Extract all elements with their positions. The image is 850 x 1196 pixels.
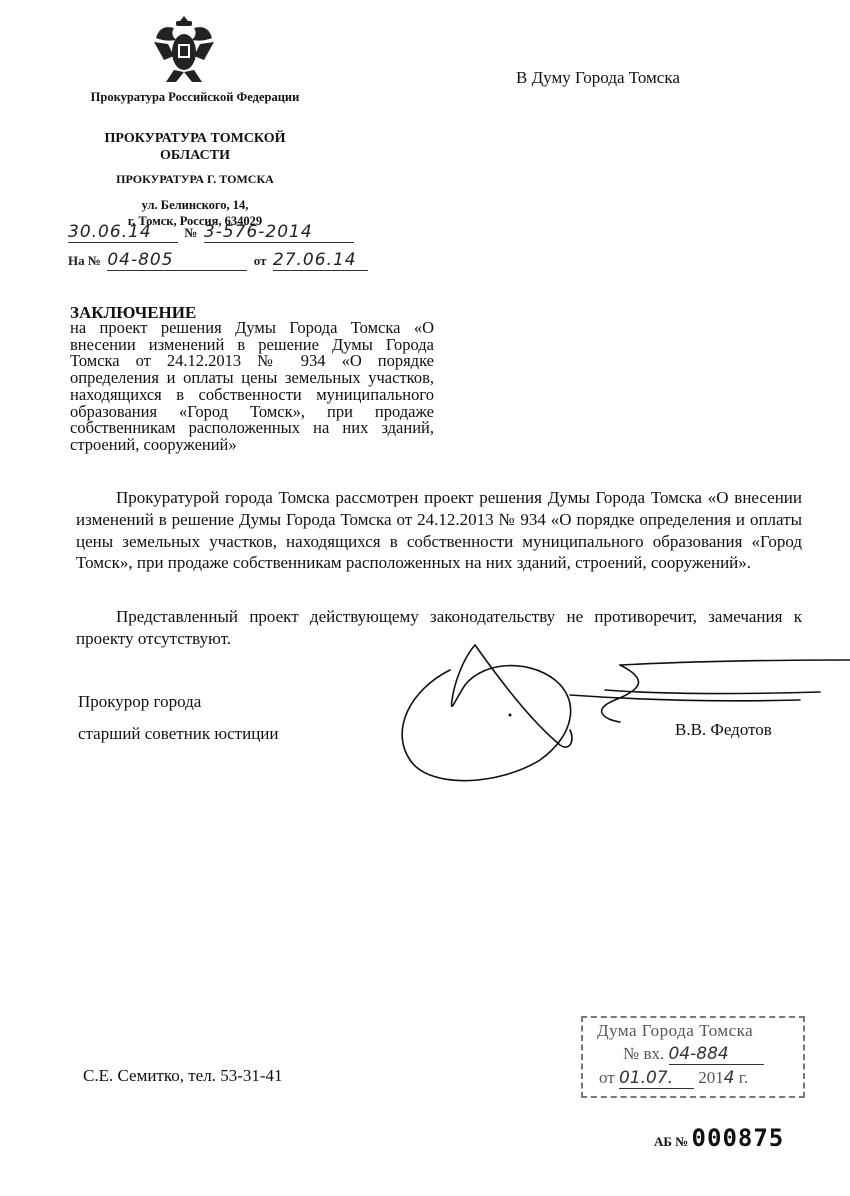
- address-street: ул. Белинского, 14,: [141, 198, 249, 212]
- stamp-year-suffix: 4: [723, 1068, 735, 1088]
- stamp-year-unit: г.: [738, 1068, 749, 1087]
- stamp-number-label: № вх.: [623, 1044, 665, 1063]
- stamp-number-value: 04-884: [669, 1044, 764, 1065]
- incoming-registration-stamp: [581, 1016, 805, 1098]
- reference-date: 27.06.14: [273, 250, 368, 271]
- org-regional-name: ПРОКУРАТУРА ТОМСКОЙ ОБЛАСТИ: [104, 131, 286, 163]
- stamp-year-prefix: 201: [698, 1068, 724, 1087]
- addressee: В Думу Города Томска: [516, 68, 680, 87]
- outgoing-no-label: №: [184, 225, 198, 240]
- outgoing-registration-line: [68, 222, 368, 246]
- signer-position-line-2: старший советник юстиции: [78, 724, 279, 743]
- org-city-name: ПРОКУРАТУРА Г. ТОМСКА: [116, 172, 274, 186]
- stamp-date-value: 01.07.: [619, 1068, 694, 1089]
- double-headed-eagle-emblem-icon: [150, 12, 218, 86]
- serial-number: 000875: [691, 1124, 785, 1152]
- reference-registration-line: [68, 250, 368, 274]
- stamp-date-row: [599, 1068, 748, 1089]
- document-title: ЗАКЛЮЧЕНИЕ: [70, 303, 197, 322]
- outgoing-number: 3-576-2014: [204, 222, 354, 243]
- executor-contact: С.Е. Семитко, тел. 53-31-41: [83, 1066, 283, 1085]
- outgoing-date: 30.06.14: [68, 222, 178, 243]
- stamp-date-label: от: [599, 1068, 615, 1087]
- signer-name: В.В. Федотов: [675, 720, 772, 739]
- signer-position-line-1: Прокурор города: [78, 692, 202, 711]
- document-subject: на проект решения Думы Города Томска «О внесении изменений в решение Думы Города Томска от 24.12.2013 № 934 «О порядке определения и оплаты цены земельных участков, находящихся в собственности муниципального образования «Город Томск», при продаже собственникам расположенных на них зданий, строений, сооружений»: [70, 318, 434, 454]
- reference-number: 04-805: [107, 250, 247, 271]
- form-serial-number: [654, 1124, 784, 1152]
- body-paragraph-1: Прокуратурой города Томска рассмотрен проект решения Думы Города Томска «О внесении изменений в решение Думы Города Томска от 24.12.2013 № 934 «О порядке определения и оплаты цены земельных участков, находящихся в собственности муниципального образования «Город Томск», при продаже собственникам расположенных на них зданий, строений, сооружений».: [76, 488, 802, 573]
- org-federal-name: Прокуратура Российской Федерации: [90, 90, 300, 104]
- handwritten-signature: [390, 640, 850, 790]
- stamp-number-row: [623, 1044, 764, 1065]
- body-paragraph-2: Представленный проект действующему законодательству не противоречит, замечания к проекту отсутствуют.: [76, 607, 802, 648]
- reference-no-label: На №: [68, 253, 101, 268]
- reference-from-label: от: [253, 253, 267, 268]
- stamp-title: Дума Города Томска: [597, 1021, 754, 1040]
- serial-label: АБ №: [654, 1134, 689, 1149]
- address-city: г. Томск, Россия, 634029: [127, 214, 263, 228]
